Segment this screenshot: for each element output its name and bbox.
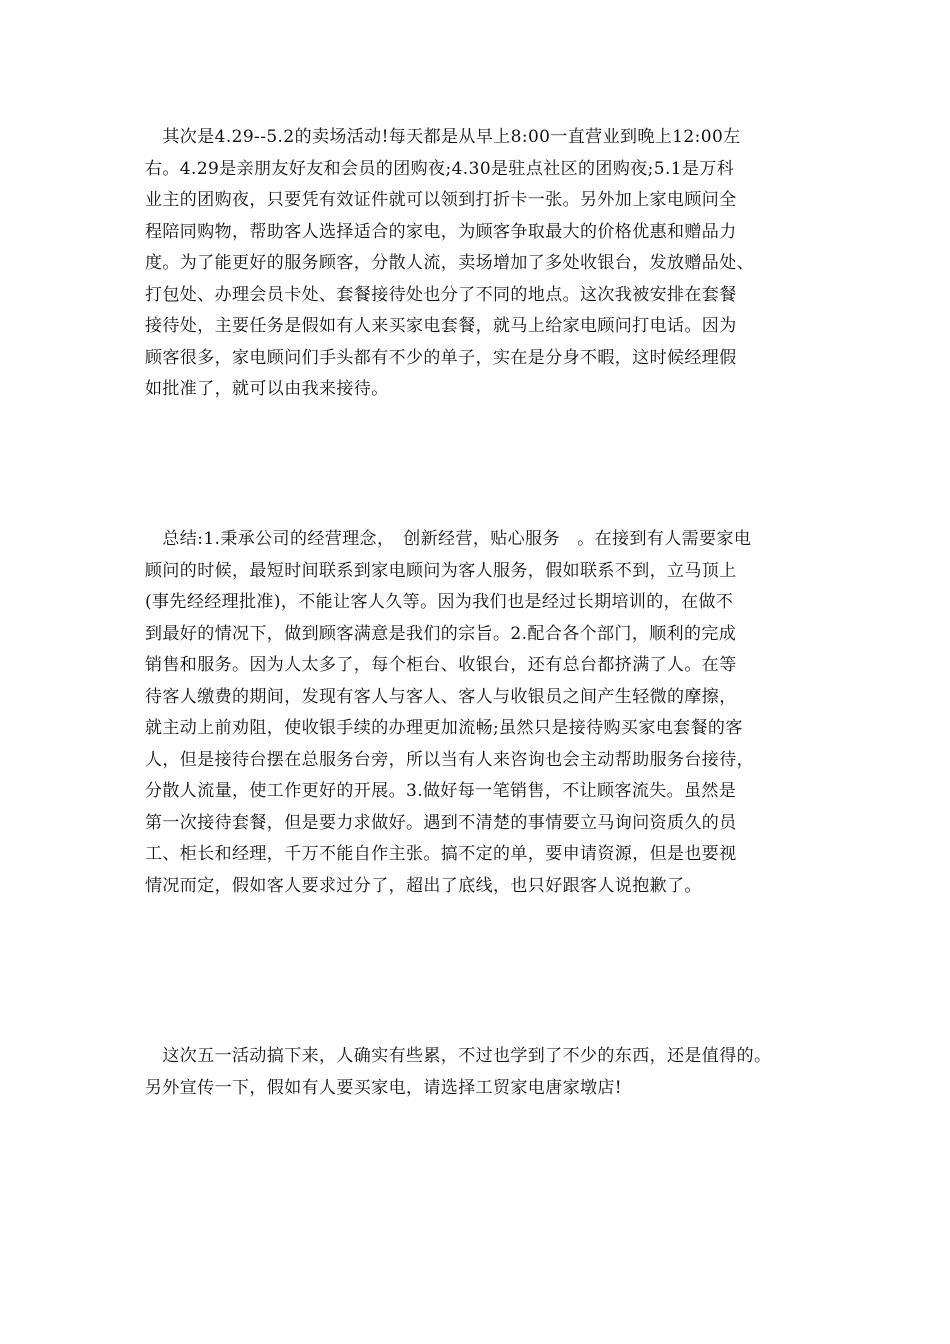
- text-line: 接待处，主要任务是假如有人来买家电套餐，就马上给家电顾问打电话。因为: [145, 316, 737, 336]
- text-line: 销售和服务。因为人太多了，每个柜台、收银台，还有总台都挤满了人。在等: [145, 655, 737, 675]
- text-line: 情况而定，假如客人要求过分了，超出了底线，也只好跟客人说抱歉了。: [145, 875, 702, 896]
- text-line: 打包处、办理会员卡处、套餐接待处也分了不同的地点。这次我被安排在套餐: [145, 284, 737, 305]
- text-line: 总结:1.秉承公司的经营理念， 创新经营，贴心服务 。在接到有人需要家电: [145, 529, 752, 549]
- text-line: 顾客很多，家电顾问们手头都有不少的单子，实在是分身不暇，这时候经理假: [145, 347, 737, 368]
- text-line: 度。为了能更好的服务顾客，分散人流，卖场增加了多处收银台，发放赠品处、: [145, 253, 754, 273]
- text-line: 分散人流量，使工作更好的开展。3.做好每一笔销售，不让顾客流失。虽然是: [145, 781, 737, 801]
- paragraph-closing: [145, 1041, 825, 1104]
- text-line: 待客人缴费的期间，发现有客人与客人、客人与收银员之间产生轻微的摩擦，: [145, 686, 737, 707]
- text-line: 右。4.29是亲朋友好友和会员的团购夜;4.30是驻点社区的团购夜;5.1是万科: [145, 158, 735, 179]
- text-line: 人，但是接待台摆在总服务台旁，所以当有人来咨询也会主动帮助服务台接待，: [145, 749, 754, 770]
- text-line: 这次五一活动搞下来，人确实有些累，不过也学到了不少的东西，还是值得的。: [145, 1046, 772, 1066]
- text-line: 业主的团购夜，只要凭有效证件就可以领到打折卡一张。另外加上家电顾问全: [145, 190, 737, 210]
- text-line: 其次是4.29--5.2的卖场活动!每天都是从早上8:00一直营业到晚上12:00左: [145, 127, 741, 147]
- text-line: 工、柜长和经理，千万不能自作主张。搞不定的单，要申请资源，但是也要视: [145, 844, 737, 864]
- text-line: 第一次接待套餐，但是要力求做好。遇到不清楚的事情要立马询问资质久的员: [145, 812, 737, 833]
- text-line: 另外宣传一下，假如有人要买家电，请选择工贸家电唐家墩店!: [145, 1077, 623, 1098]
- text-line: 程陪同购物，帮助客人选择适合的家电，为顾客争取最大的价格优惠和赠品力: [145, 221, 737, 242]
- text-line: (事先经经理批准)，不能让客人久等。因为我们也是经过长期培训的，在做不: [145, 592, 734, 612]
- text-line: 顾问的时候，最短时间联系到家电顾问为客人服务，假如联系不到，立马顶上: [145, 560, 737, 581]
- text-line: 就主动上前劝阻，使收银手续的办理更加流畅;虽然只是接待购买家电套餐的客: [145, 718, 743, 738]
- paragraph-sales-event: [145, 122, 825, 406]
- text-line: 到最好的情况下，做到顾客满意是我们的宗旨。2.配合各个部门，顺利的完成: [145, 623, 737, 644]
- text-line: 如批准了，就可以由我来接待。: [145, 379, 389, 399]
- paragraph-summary: [145, 524, 825, 902]
